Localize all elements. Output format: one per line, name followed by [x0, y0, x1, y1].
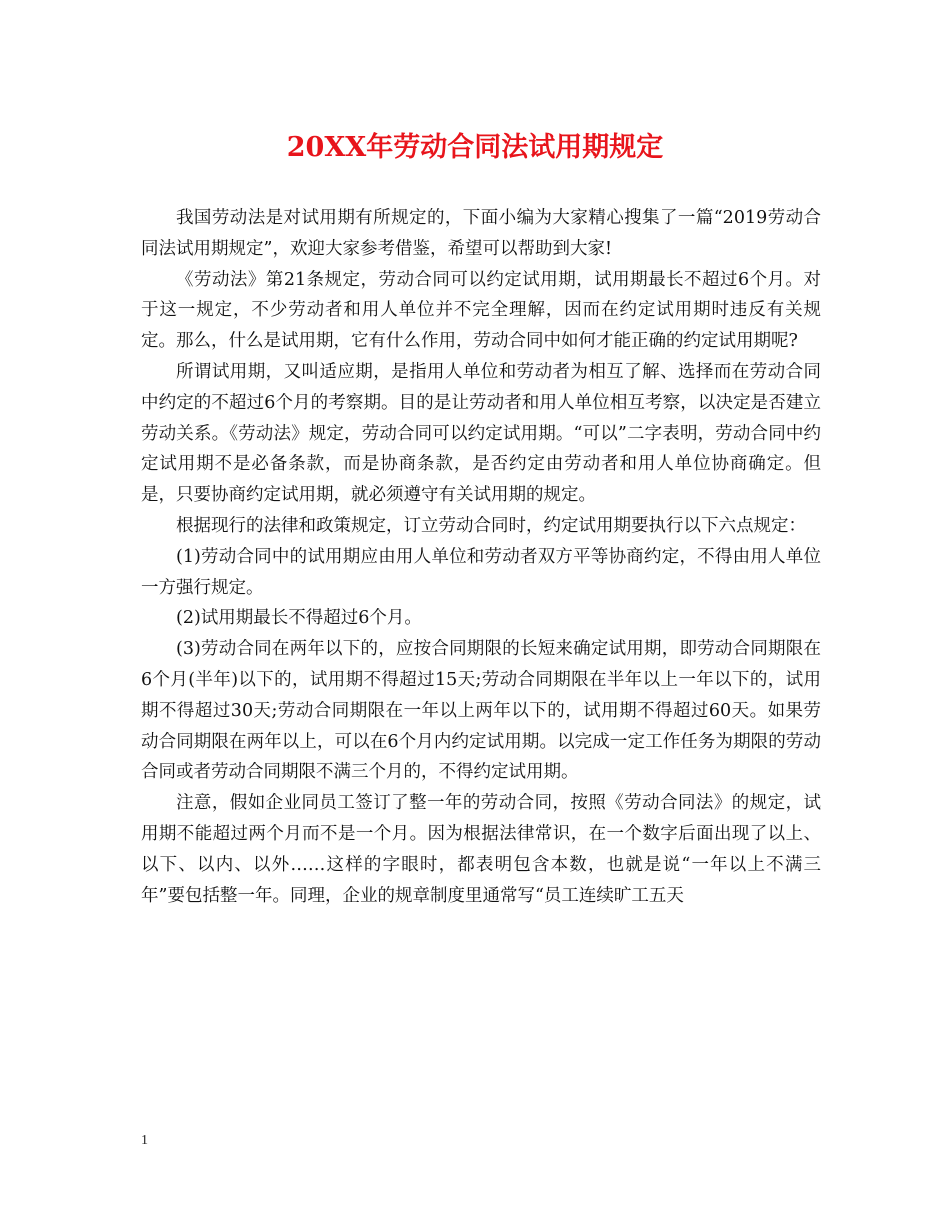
- page-number: 1: [141, 1133, 148, 1148]
- paragraph-rule-1: (1)劳动合同中的试用期应由用人单位和劳动者双方平等协商约定，不得由用人单位一方强行规定。: [141, 546, 821, 598]
- paragraph-article-21: 《劳动法》第21条规定，劳动合同可以约定试用期，试用期最长不超过6个月。对于这一规定，不少劳动者和用人单位并不完全理解，因而在约定试用期时违反有关规定。那么，什么是试用期，它有什么作用，劳动合同中如何才能正确的约定试用期呢?: [141, 269, 821, 352]
- paragraph-intro: 我国劳动法是对试用期有所规定的，下面小编为大家精心搜集了一篇“2019劳动合同法试用期规定”，欢迎大家参考借鉴，希望可以帮助到大家!: [141, 208, 821, 259]
- paragraph-definition: 所谓试用期，又叫适应期，是指用人单位和劳动者为相互了解、选择而在劳动合同中约定的不超过6个月的考察期。目的是让劳动者和用人单位相互考察，以决定是否建立劳动关系。《劳动法》规定，劳动合同可以约定试用期。“可以”二字表明，劳动合同中约定试用期不是必备条款，而是协商条款，是否约定由劳动者和用人单位协商确定。但是，只要协商约定试用期，就必须遵守有关试用期的规定。: [141, 361, 821, 506]
- paragraph-rule-2: (2)试用期最长不得超过6个月。: [176, 608, 422, 629]
- paragraph-note: 注意，假如企业同员工签订了整一年的劳动合同，按照《劳动合同法》的规定，试用期不能超过两个月而不是一个月。因为根据法律常识，在一个数字后面出现了以上、以下、以内、以外……这样的字眼时，都表明包含本数，也就是说“一年以上不满三年”要包括整一年。同理，企业的规章制度里通常写“员工连续旷工五天: [141, 793, 821, 906]
- paragraph-rule-3: (3)劳动合同在两年以下的，应按合同期限的长短来确定试用期，即劳动合同期限在6个月(半年)以下的，试用期不得超过15天;劳动合同期限在半年以上一年以下的，试用期不得超过30天;劳动合同期限在一年以上两年以下的，试用期不得超过60天。如果劳动合同期限在两年以上，可以在6个月内约定试用期。以完成一定工作任务为期限的劳动合同或者劳动合同期限不满三个月的，不得约定试用期。: [141, 639, 821, 783]
- document-body: [141, 203, 821, 911]
- paragraph-six-rules: 根据现行的法律和政策规定，订立劳动合同时，约定试用期要执行以下六点规定：: [176, 515, 806, 536]
- document-title: 20XX年劳动合同法试用期规定: [286, 132, 664, 163]
